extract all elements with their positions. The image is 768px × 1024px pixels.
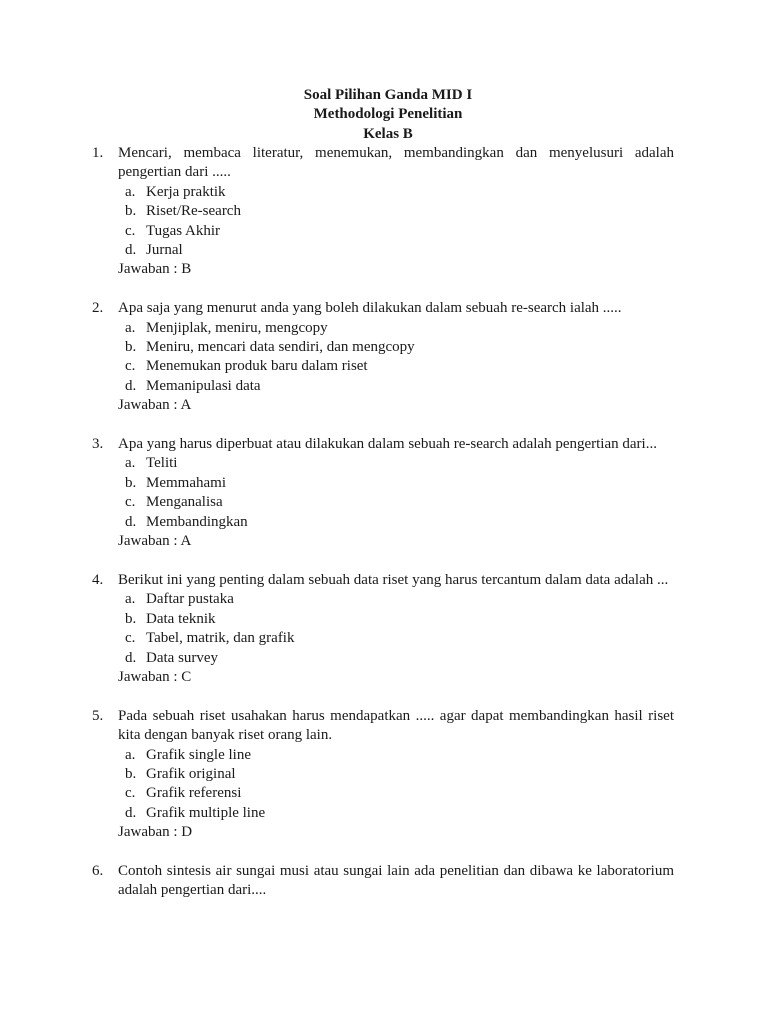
option-letter: d.	[125, 804, 137, 821]
answer-text: Jawaban : A	[118, 533, 192, 550]
option-item	[118, 610, 674, 629]
question-number: 6.	[92, 862, 104, 879]
option-item	[118, 474, 674, 493]
option-text: Grafik multiple line	[146, 804, 266, 821]
question-text: Berikut ini yang penting dalam sebuah data riset yang harus tercantum dalam data adalah ...	[118, 571, 669, 588]
option-item	[118, 377, 674, 396]
option-text: Menjiplak, meniru, mengcopy	[146, 319, 328, 336]
option-item	[118, 183, 674, 202]
option-list	[118, 746, 674, 824]
option-letter: d.	[125, 513, 137, 530]
question-number: 1.	[92, 145, 104, 161]
option-item	[118, 629, 674, 648]
question-item	[92, 144, 674, 280]
option-letter: d.	[125, 242, 137, 259]
document-class: Kelas B	[363, 125, 413, 142]
option-text: Grafik single line	[146, 746, 251, 763]
question-item	[92, 435, 674, 551]
option-letter: c.	[125, 630, 136, 647]
option-letter: a.	[125, 746, 136, 763]
document-title: Soal Pilihan Ganda MID I	[303, 87, 473, 103]
option-text: Meniru, mencari data sendiri, dan mengcopy	[146, 339, 415, 356]
question-number: 5.	[92, 707, 104, 724]
option-letter: c.	[125, 222, 136, 239]
option-text: Menganalisa	[146, 494, 223, 511]
option-letter: b.	[125, 474, 137, 491]
option-item	[118, 784, 674, 803]
option-item	[118, 454, 674, 473]
option-text: Membandingkan	[146, 513, 248, 530]
option-text: Data survey	[146, 649, 219, 666]
option-letter: a.	[125, 319, 136, 336]
option-letter: c.	[125, 358, 136, 375]
answer-text: Jawaban : B	[118, 261, 192, 278]
option-text: Memmahami	[146, 474, 226, 491]
question-number: 3.	[92, 436, 104, 453]
option-list	[118, 319, 674, 397]
document-subject: Methodologi Penelitian	[313, 106, 463, 123]
option-item	[118, 493, 674, 512]
option-item	[118, 222, 674, 241]
option-list	[118, 183, 674, 261]
option-text: Daftar pustaka	[146, 591, 234, 608]
option-letter: d.	[125, 377, 137, 394]
option-item	[118, 338, 674, 357]
option-item	[118, 513, 674, 532]
option-text: Grafik referensi	[146, 785, 242, 802]
question-list	[92, 144, 674, 920]
option-item	[118, 357, 674, 376]
option-item	[118, 804, 674, 823]
option-text: Riset/Re-search	[146, 203, 241, 220]
question-item	[92, 299, 674, 415]
option-item	[118, 202, 674, 221]
question-text: Apa saja yang menurut anda yang boleh dilakukan dalam sebuah re-search ialah .....	[118, 300, 622, 317]
question-item	[92, 707, 674, 843]
answer-text: Jawaban : C	[118, 668, 192, 685]
option-text: Grafik original	[146, 765, 236, 782]
option-text: Data teknik	[146, 610, 216, 627]
option-letter: b.	[125, 610, 137, 627]
option-text: Tabel, matrik, dan grafik	[146, 630, 295, 647]
option-letter: c.	[125, 785, 136, 802]
option-item	[118, 765, 674, 784]
option-letter: b.	[125, 203, 137, 220]
option-item	[118, 319, 674, 338]
option-letter: b.	[125, 339, 137, 356]
question-number: 4.	[92, 571, 104, 588]
option-item	[118, 649, 674, 668]
question-item	[92, 862, 674, 901]
option-letter: a.	[125, 455, 136, 472]
option-text: Memanipulasi data	[146, 377, 261, 394]
question-number: 2.	[92, 300, 104, 317]
question-item	[92, 571, 674, 687]
question-text: Pada sebuah riset usahakan harus mendapatkan ..... agar dapat membandingkan hasil riset kita dengan banyak riset orang lain.	[118, 707, 674, 744]
option-letter: c.	[125, 494, 136, 511]
option-text: Jurnal	[146, 242, 183, 259]
option-item	[118, 746, 674, 765]
option-text: Tugas Akhir	[146, 222, 221, 239]
option-item	[118, 241, 674, 260]
question-text: Contoh sintesis air sungai musi atau sungai lain ada penelitian dan dibawa ke laboratorium adalah pengertian dari....	[118, 862, 674, 899]
option-text: Teliti	[146, 455, 178, 472]
question-text: Mencari, membaca literatur, menemukan, membandingkan dan menyelusuri adalah pengertian dari .....	[118, 145, 674, 181]
option-text: Kerja praktik	[146, 183, 226, 200]
option-list	[118, 454, 674, 532]
option-list	[118, 590, 674, 668]
option-item	[118, 590, 674, 609]
option-letter: b.	[125, 765, 137, 782]
option-letter: a.	[125, 591, 136, 608]
answer-text: Jawaban : D	[118, 824, 193, 841]
document-header	[0, 86, 768, 144]
option-letter: a.	[125, 183, 136, 200]
answer-text: Jawaban : A	[118, 397, 192, 414]
question-text: Apa yang harus diperbuat atau dilakukan dalam sebuah re-search adalah pengertian dari...	[118, 436, 657, 453]
option-text: Menemukan produk baru dalam riset	[146, 358, 368, 375]
option-letter: d.	[125, 649, 137, 666]
